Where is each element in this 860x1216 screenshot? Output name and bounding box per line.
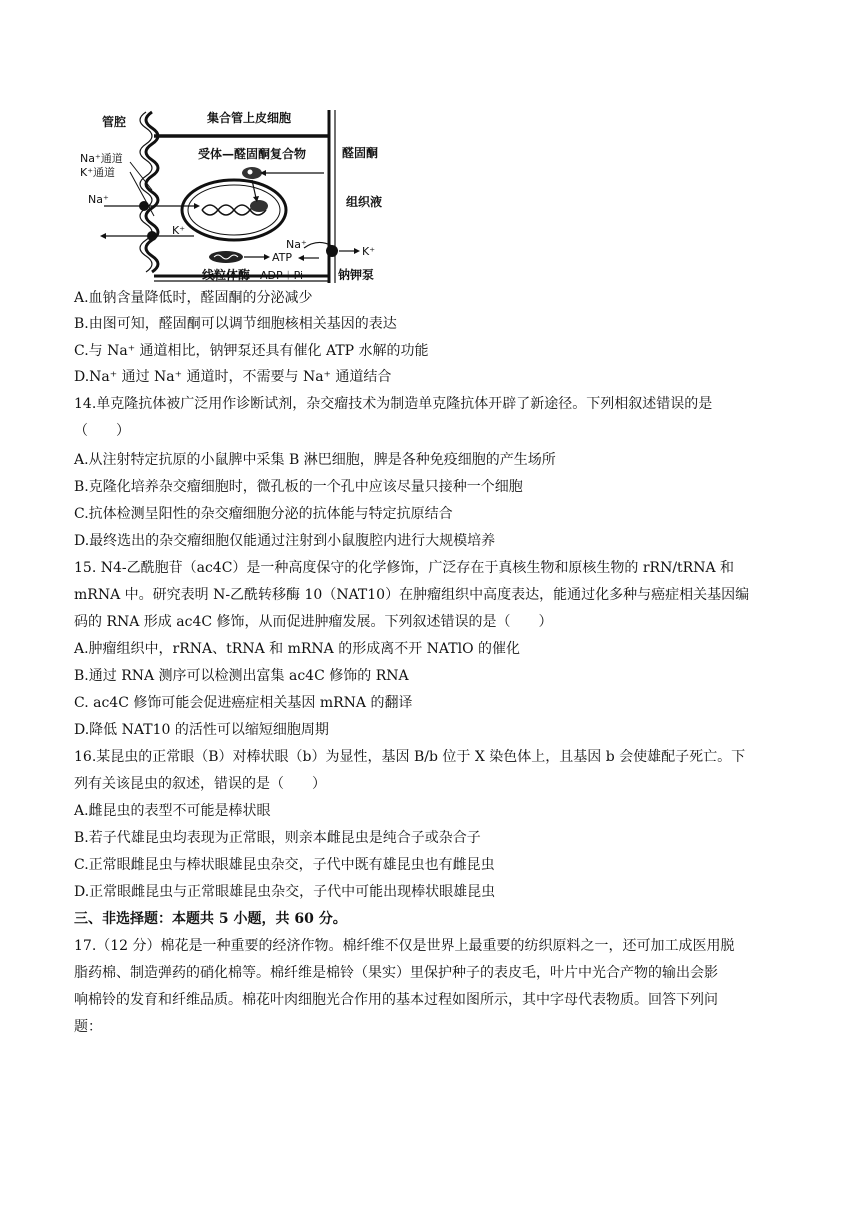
q15-stem-2: mRNA 中。研究表明 N-乙酰转移酶 10（NAT10）在肿瘤组织中高度表达，能通过化多种与癌症相关基因编 bbox=[74, 587, 750, 603]
q16-option-c: C.正常眼雌昆虫与棒状眼雄昆虫杂交，子代中既有雄昆虫也有雌昆虫 bbox=[74, 857, 495, 873]
q14-option-d: D.最终选出的杂交瘤细胞仅能通过注射到小鼠腹腔内进行大规模培养 bbox=[74, 533, 496, 549]
label-na-channel: Na⁺通道 bbox=[80, 152, 123, 165]
label-na-left: Na⁺ bbox=[88, 193, 109, 206]
q16-option-b: B.若子代雄昆虫均表现为正常眼，则亲本雌昆虫是纯合子或杂合子 bbox=[74, 830, 481, 846]
label-atp: ATP bbox=[272, 251, 293, 264]
q17-stem-4: 题： bbox=[74, 1019, 102, 1035]
q16-stem-2: 列有关该昆虫的叙述，错误的是（ ） bbox=[74, 776, 326, 792]
label-aldosterone: 醛固酮 bbox=[342, 146, 379, 160]
label-k-right: K⁺ bbox=[362, 245, 376, 258]
label-tissue-fluid: 组织液 bbox=[346, 195, 383, 209]
label-adp-pi: ADP＋Pi bbox=[260, 269, 304, 282]
label-mitochondria-enzyme: 线粒体酶 bbox=[202, 268, 251, 282]
label-k-left: K⁺ bbox=[172, 224, 186, 237]
label-na-k-pump: 钠钾泵 bbox=[338, 268, 375, 282]
q14-stem: 14.单克隆抗体被广泛用作诊断试剂，杂交瘤技术为制造单克隆抗体开辟了新途径。下列相叙述错误的是 bbox=[74, 396, 713, 412]
aldosterone-cell-diagram bbox=[74, 98, 414, 288]
label-lumen: 管腔 bbox=[102, 115, 127, 129]
q15-option-a: A.肿瘤组织中，rRNA、tRNA 和 mRNA 的形成离不开 NATlO 的催化 bbox=[74, 641, 520, 657]
q15-stem-3: 码的 RNA 形成 ac4C 修饰，从而促进肿瘤发展。下列叙述错误的是（ ） bbox=[74, 614, 553, 630]
na-k-pump-icon bbox=[326, 245, 338, 257]
q16-option-d: D.正常眼雌昆虫与正常眼雄昆虫杂交，子代中可能出现棒状眼雄昆虫 bbox=[74, 884, 496, 900]
label-epithelial-cell: 集合管上皮细胞 bbox=[207, 111, 292, 125]
q15-option-c: C. ac4C 修饰可能会促进癌症相关基因 mRNA 的翻译 bbox=[74, 695, 413, 711]
q14-option-b: B.克隆化培养杂交瘤细胞时，微孔板的一个孔中应该尽量只接种一个细胞 bbox=[74, 479, 523, 495]
q15-option-b: B.通过 RNA 测序可以检测出富集 ac4C 修饰的 RNA bbox=[74, 668, 409, 684]
q17-stem-1: 17.（12 分）棉花是一种重要的经济作物。棉纤维不仅是世界上最重要的纺织原料之一，还可加工成医用脱 bbox=[74, 938, 735, 954]
label-receptor-complex: 受体—醛固酮复合物 bbox=[198, 147, 307, 161]
label-k-channel: K⁺通道 bbox=[80, 166, 116, 179]
q14-stem-cont: （ ） bbox=[74, 423, 130, 439]
q15-option-d: D.降低 NAT10 的活性可以缩短细胞周期 bbox=[74, 722, 329, 738]
section-heading: 三、非选择题：本题共 5 小题，共 60 分。 bbox=[74, 911, 347, 927]
q13-option-c: C.与 Na⁺ 通道相比，钠钾泵还具有催化 ATP 水解的功能 bbox=[74, 343, 429, 359]
q13-option-a: A.血钠含量降低时，醛固酮的分泌减少 bbox=[74, 290, 313, 306]
q14-option-c: C.抗体检测呈阳性的杂交瘤细胞分泌的抗体能与特定抗原结合 bbox=[74, 506, 453, 522]
q13-option-b: B.由图可知，醛固酮可以调节细胞核相关基因的表达 bbox=[74, 316, 397, 332]
q16-stem-1: 16.某昆虫的正常眼（B）对棒状眼（b）为显性，基因 B/b 位于 X 染色体上，且基因 b 会使雄配子死亡。下 bbox=[74, 749, 746, 765]
q17-stem-3: 响棉铃的发育和纤维品质。棉花叶肉细胞光合作用的基本过程如图所示，其中字母代表物质。回答下列问 bbox=[74, 992, 718, 1008]
q14-option-a: A.从注射特定抗原的小鼠脾中采集 B 淋巴细胞，脾是各种免疫细胞的产生场所 bbox=[74, 452, 556, 468]
label-na-right: Na⁺ bbox=[286, 238, 307, 251]
q16-option-a: A.雌昆虫的表型不可能是棒状眼 bbox=[74, 803, 271, 819]
q17-stem-2: 脂药棉、制造弹药的硝化棉等。棉纤维是棉铃（果实）里保护种子的表皮毛，叶片中光合产物的输出会影 bbox=[74, 965, 718, 981]
q13-option-d: D.Na⁺ 通过 Na⁺ 通道时，不需要与 Na⁺ 通道结合 bbox=[74, 369, 392, 385]
q15-stem-1: 15. N4-乙酰胞苷（ac4C）是一种高度保守的化学修饰，广泛存在于真核生物和原核生物的 rRN/tRNA 和 bbox=[74, 560, 735, 576]
